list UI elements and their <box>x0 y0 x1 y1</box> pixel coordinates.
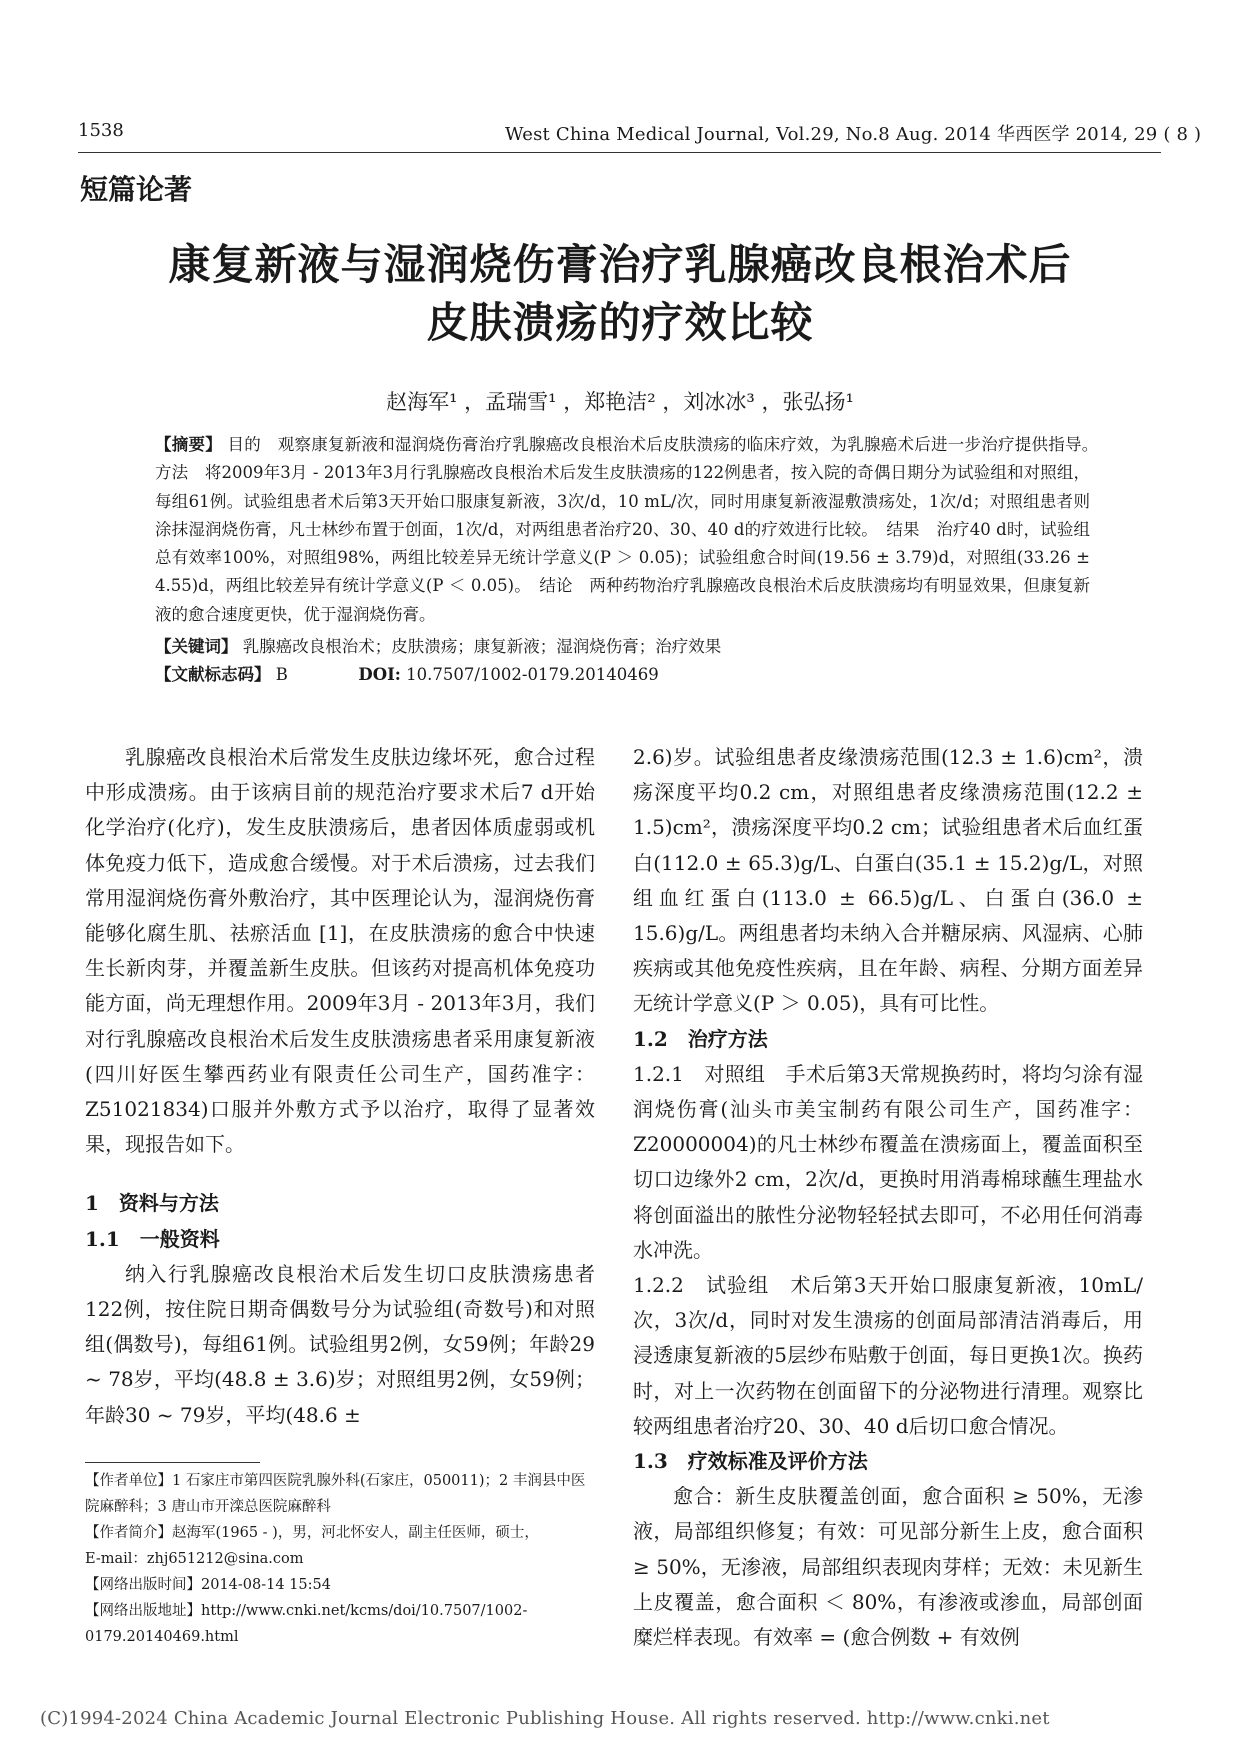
abstract-paragraph <box>155 431 1107 629</box>
paragraph-1-2-2: 1.2.2 试验组 术后第3天开始口服康复新液，10mL/次，3次/d，同时对发生溃疡的创面局部清洁消毒后，用浸透康复新液的5层纱布贴敷于创面，每日更换1次。换药时，对上一次药物在创面留下的分泌物进行清理。观察比较两组患者治疗20、30、40 d后切口愈合情况。 <box>633 1273 1143 1438</box>
intro-paragraph: 乳腺癌改良根治术后常发生皮肤边缘坏死，愈合过程中形成溃疡。由于该病目前的规范治疗要求术后7 d开始化学治疗(化疗)，发生皮肤溃疡后，患者因体质虚弱或机体免疫力低下，造成愈合缓慢。对于术后溃疡，过去我们常用湿润烧伤膏外敷治疗，其中医理论认为，湿润烧伤膏能够化腐生肌、祛瘀活血 [1]，在皮肤溃疡的愈合中快速生长新肉芽，并覆盖新生皮肤。但该药对提高机体免疫功能方面，尚无理想作用。2009年3月 - 2013年3月，我们对行乳腺癌改良根治术后发生皮肤溃疡患者采用康复新液(四川好医生攀西药业有限责任公司生产，国药准字：Z51021834)口服并外敷方式予以治疗，取得了显著效果，现报告如下。 <box>85 745 595 1157</box>
keywords-text: 乳腺癌改良根治术；皮肤溃疡；康复新液；湿润烧伤膏；治疗效果 <box>242 637 722 657</box>
footnote-email: E-mail：zhj651212@sina.com <box>85 1551 304 1567</box>
abstract-label: 【摘要】 <box>155 435 222 454</box>
heading-1-2: 1.2 治疗方法 <box>633 1026 768 1051</box>
paragraph-1-2-1: 1.2.1 对照组 手术后第3天常规换药时，将均匀涂有湿润烧伤膏(汕头市美宝制药有限公司生产，国药准字：Z20000004)的凡士林纱布覆盖在溃疡面上，覆盖面积至切口边缘外2 cm，2次/d，更换时用消毒棉球蘸生理盐水将创面溢出的脓性分泌物轻轻拭去即可，不必用任何消毒水冲洗。 <box>633 1061 1143 1262</box>
keywords-label: 【关键词】 <box>155 637 238 657</box>
heading-1-1: 1.1 一般资料 <box>85 1226 220 1251</box>
copyright-notice: (C)1994-2024 China Academic Journal Electronic Publishing House. All rights reserved. http://www.cnki.net <box>40 1708 1050 1729</box>
paragraph-1-1: 纳入行乳腺癌改良根治术后发生切口皮肤溃疡患者122例，按住院日期奇偶数号分为试验组(奇数号)和对照组(偶数号)，每组61例。试验组男2例，女59例；年龄29 ~ 78岁，平均(48.8 ± 3.6)岁；对照组男2例，女59例；年龄30 ~ 79岁，平均(48.6 ± <box>85 1261 595 1427</box>
footnote-unit: 【作者单位】1 石家庄市第四医院乳腺外科(石家庄，050011)；2 丰润县中医院麻醉科；3 唐山市开滦总医院麻醉科 <box>85 1473 586 1515</box>
article-title-line2: 皮肤溃疡的疗效比较 <box>426 298 814 347</box>
body-right-column <box>633 740 1143 1655</box>
authors: 赵海军¹ ，孟瑞雪¹ ，郑艳洁² ，刘冰冰³ ，张弘扬¹ <box>386 390 854 414</box>
doc-code-label: 【文献标志码】 <box>155 665 271 685</box>
doc-code: B <box>275 665 288 685</box>
abstract-text: 目的 观察康复新液和湿润烧伤膏治疗乳腺癌改良根治术后皮肤溃疡的临床疗效，为乳腺癌术后进一步治疗提供指导。 方法 将2009年3月 - 2013年3月行乳腺癌改良根治术后发生皮肤溃疡的122例患者，按入院的奇偶日期分为试验组和对照组，每组61例。试验组患者术后第3天开始口服康复新液，3次/d，10 mL/次，同时用康复新液湿敷溃疡处，1次/d；对照组患者则涂抹湿润烧伤膏，凡士林纱布置于创面，1次/d，对两组患者治疗20、30、40 d的疗效进行比较。 结果 治疗40 d时，试验组总有效率100%，对照组98%，两组比较差异无统计学意义(P ＞ 0.05)；试验组愈合时间(19.56 ± 3.79)d，对照组(33.26 ± 4.55)d，两组比较差异有统计学意义(P ＜ 0.05)。 结论 两种药物治疗乳腺癌改良根治术后皮肤溃疡均有明显效果，但康复新液的愈合速度更快，优于湿润烧伤膏。 <box>155 435 1107 624</box>
heading-section-1: 1 资料与方法 <box>85 1191 219 1216</box>
footnote-pub-time: 【网络出版时间】2014-08-14 15:54 <box>85 1577 331 1593</box>
footnotes <box>85 1468 595 1650</box>
doc-code-line <box>155 661 1090 689</box>
abstract-block <box>155 431 1107 690</box>
heading-1-3: 1.3 疗效标准及评价方法 <box>633 1449 868 1474</box>
footnote-divider <box>85 1462 260 1463</box>
article-title-line1: 康复新液与湿润烧伤膏治疗乳腺癌改良根治术后 <box>168 240 1072 289</box>
footnote-pub-url: 【网络出版地址】http://www.cnki.net/kcms/doi/10.7507/1002-0179.20140469.html <box>85 1603 528 1645</box>
paragraph-1-3: 愈合：新生皮肤覆盖创面，愈合面积 ≥ 50%，无渗液，局部组织修复；有效：可见部分新生上皮，愈合面积 ≥ 50%，无渗液，局部组织表现肉芽样；无效：未见新生上皮覆盖，愈合面积 ＜ 80%，有渗液或渗血，局部创面糜烂样表现。有效率 = (愈合例数 + 有效例 <box>633 1484 1143 1650</box>
section-label: 短篇论著 <box>80 173 193 206</box>
body-left-column <box>85 740 595 1433</box>
journal-header: West China Medical Journal, Vol.29, No.8 Aug. 2014 华西医学 2014, 29 ( 8 ) <box>505 124 1202 145</box>
header-divider <box>78 152 1161 153</box>
keywords-line <box>155 633 1090 661</box>
doi: 10.7507/1002-0179.20140469 <box>406 665 659 685</box>
page-number: 1538 <box>78 120 124 141</box>
footnote-bio: 【作者简介】赵海军(1965 - )，男，河北怀安人，副主任医师，硕士， <box>85 1525 539 1541</box>
doi-label: DOI: <box>358 665 401 685</box>
paragraph-1-1-cont: 2.6)岁。试验组患者皮缘溃疡范围(12.3 ± 1.6)cm²，溃疡深度平均0.2 cm，对照组患者皮缘溃疡范围(12.2 ± 1.5)cm²，溃疡深度平均0.2 cm；试验组患者术后血红蛋白(112.0 ± 65.3)g/L、白蛋白(35.1 ± 15.2)g/L，对照组血红蛋白(113.0 ± 66.5)g/L、白蛋白(36.0 ± 15.6)g/L。两组患者均未纳入合并糖尿病、风湿病、心肺疾病或其他免疫性疾病，且在年龄、病程、分期方面差异无统计学意义(P ＞ 0.05)，具有可比性。 <box>633 745 1143 1016</box>
